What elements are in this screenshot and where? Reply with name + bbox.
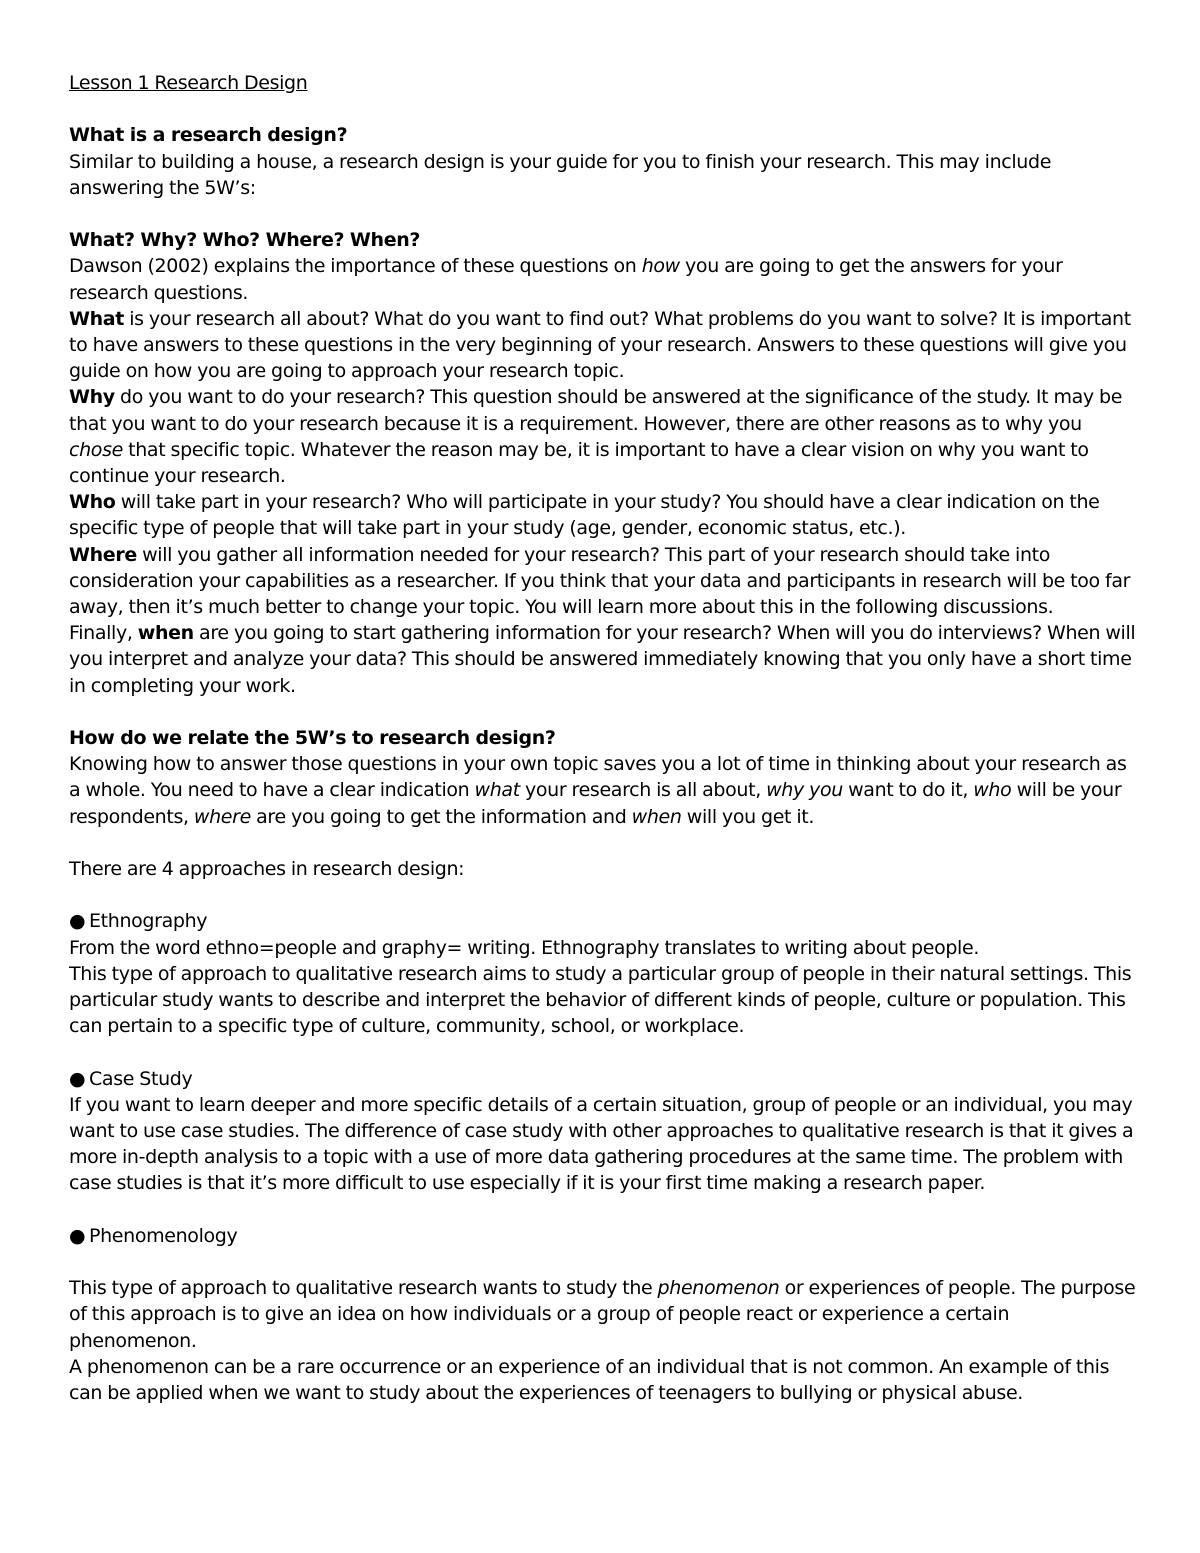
spacer bbox=[69, 830, 1140, 856]
bullet-label: Ethnography bbox=[89, 910, 208, 933]
bullet-case-study bbox=[69, 1066, 1140, 1092]
text-run: your research is all about, bbox=[519, 779, 767, 802]
paragraph-phenomenology-description bbox=[69, 1275, 1140, 1354]
text-run: will you get it. bbox=[681, 805, 815, 828]
text-run: that specific topic. Whatever the reason may be, it is important to have a clear vision on why you want to continue your research. bbox=[69, 438, 1089, 488]
paragraph-who bbox=[69, 489, 1140, 541]
spacer bbox=[69, 201, 1140, 227]
spacer bbox=[69, 1249, 1140, 1275]
spacer bbox=[69, 882, 1140, 908]
paragraph-case-study: If you want to learn deeper and more specific details of a certain situation, group of people or an individual, you may want to use case studies. The difference of case study with other approaches to qualitative research is that it gives a more in-depth analysis to a topic with a use of more data gathering procedures at the same time. The problem with case studies is that it’s more difficult to use especially if it is your first time making a research paper. bbox=[69, 1093, 1134, 1195]
emphasis-where: where bbox=[193, 805, 251, 828]
text-run: or experiences of people. The purpose of this approach is to give an idea on how individuals or a group of people react or experience a certain phenomenon. bbox=[69, 1277, 1136, 1352]
text-run: will be your respondents, bbox=[69, 779, 1122, 828]
text-run: are you going to start gathering information for your research? When will you do interviews? When will you interpret and analyze your data? This should be answered immediately knowing that you only have a short time in completing your work. bbox=[69, 622, 1136, 697]
bullet-icon: ● bbox=[69, 1224, 86, 1247]
spacer bbox=[69, 1197, 1140, 1223]
bullet-label: Phenomenology bbox=[89, 1224, 238, 1247]
paragraph-relate-5w bbox=[69, 751, 1140, 830]
text-run: want to do it, bbox=[842, 779, 974, 802]
emphasis-chose: chose bbox=[69, 438, 123, 461]
spacer bbox=[69, 96, 1140, 122]
text-run: is your research all about? What do you want to find out? What problems do you want to solve? It is important to have answers to these questions in the very beginning of your research. Answers to these questions will give you guide on how you are going to approach your research topic. bbox=[69, 307, 1131, 383]
paragraph-where bbox=[69, 542, 1140, 621]
emphasis-what: what bbox=[474, 779, 520, 802]
text-run: Finally, bbox=[69, 622, 138, 645]
document-title: Lesson 1 Research Design bbox=[69, 72, 308, 94]
paragraph-when bbox=[69, 620, 1140, 699]
emphasis-phenomenon: phenomenon bbox=[657, 1277, 780, 1300]
text-run: are you going to get the information and bbox=[250, 805, 632, 828]
bullet-label: Case Study bbox=[89, 1067, 193, 1090]
document-body bbox=[69, 70, 1140, 1406]
text-run: you are going to get the answers for your research questions. bbox=[69, 255, 1063, 304]
bullet-phenomenology bbox=[69, 1223, 1140, 1249]
text-run: Knowing how to answer those questions in your own topic saves you a lot of time in thinking about your research as a whole. You need to have a clear indication bbox=[69, 753, 1127, 802]
keyword-what: What bbox=[69, 307, 124, 330]
bullet-icon: ● bbox=[69, 1067, 86, 1090]
paragraph-dawson bbox=[69, 253, 1140, 305]
bullet-ethnography bbox=[69, 908, 1140, 934]
keyword-who: Who bbox=[69, 491, 116, 514]
emphasis-how: how bbox=[641, 255, 680, 278]
bullet-icon: ● bbox=[69, 910, 86, 933]
paragraph-research-design-definition: Similar to building a house, a research design is your guide for you to finish your research. This may include answering the 5W’s: bbox=[69, 150, 1052, 199]
text-run: will take part in your research? Who will participate in your study? You should have a clear indication on the specific type of people that will take part in your study (age, gender, economic status, etc.). bbox=[69, 491, 1100, 540]
emphasis-when: when bbox=[631, 805, 682, 828]
text-run: Dawson (2002) explains the importance of these questions on bbox=[69, 255, 642, 278]
paragraph-ethnography-description: This type of approach to qualitative research aims to study a particular group of people in their natural settings. This particular study wants to describe and interpret the behavior of different kinds of people, culture or population. This can pertain to a specific type of culture, community, school, or workplace. bbox=[69, 962, 1132, 1038]
heading-what-is-research-design: What is a research design? bbox=[69, 124, 348, 147]
text-run: This type of approach to qualitative research wants to study the bbox=[69, 1277, 658, 1300]
keyword-why: Why bbox=[69, 386, 115, 409]
paragraph-what bbox=[69, 306, 1140, 385]
text-run: will you gather all information needed for your research? This part of your research should take into consideration your capabilities as a researcher. If you think that your data and participants in research will be too far away, then it’s much better to change your topic. You will learn more about this in the following discussions. bbox=[69, 543, 1131, 619]
text-run: do you want to do your research? This question should be answered at the significance of the study. It may be that you want to do your research because it is a requirement. However, there are other reasons as to why you bbox=[69, 386, 1123, 435]
keyword-where: Where bbox=[69, 543, 137, 566]
emphasis-who: who bbox=[973, 779, 1012, 802]
emphasis-why-you: why you bbox=[766, 779, 843, 802]
heading-5w-questions: What? Why? Who? Where? When? bbox=[69, 229, 421, 252]
paragraph-approaches-intro: There are 4 approaches in research design: bbox=[69, 858, 465, 881]
keyword-when: when bbox=[137, 622, 194, 645]
paragraph-why bbox=[69, 384, 1140, 489]
paragraph-ethnography-definition: From the word ethno=people and graphy= writing. Ethnography translates to writing about people. bbox=[69, 936, 980, 959]
heading-relate-5w: How do we relate the 5W’s to research design? bbox=[69, 727, 556, 750]
paragraph-phenomenology-example: A phenomenon can be a rare occurrence or an experience of an individual that is not common. An example of this can be applied when we want to study about the experiences of teenagers to bullying or physical abuse. bbox=[69, 1355, 1110, 1405]
spacer bbox=[69, 699, 1140, 725]
spacer bbox=[69, 1039, 1140, 1065]
